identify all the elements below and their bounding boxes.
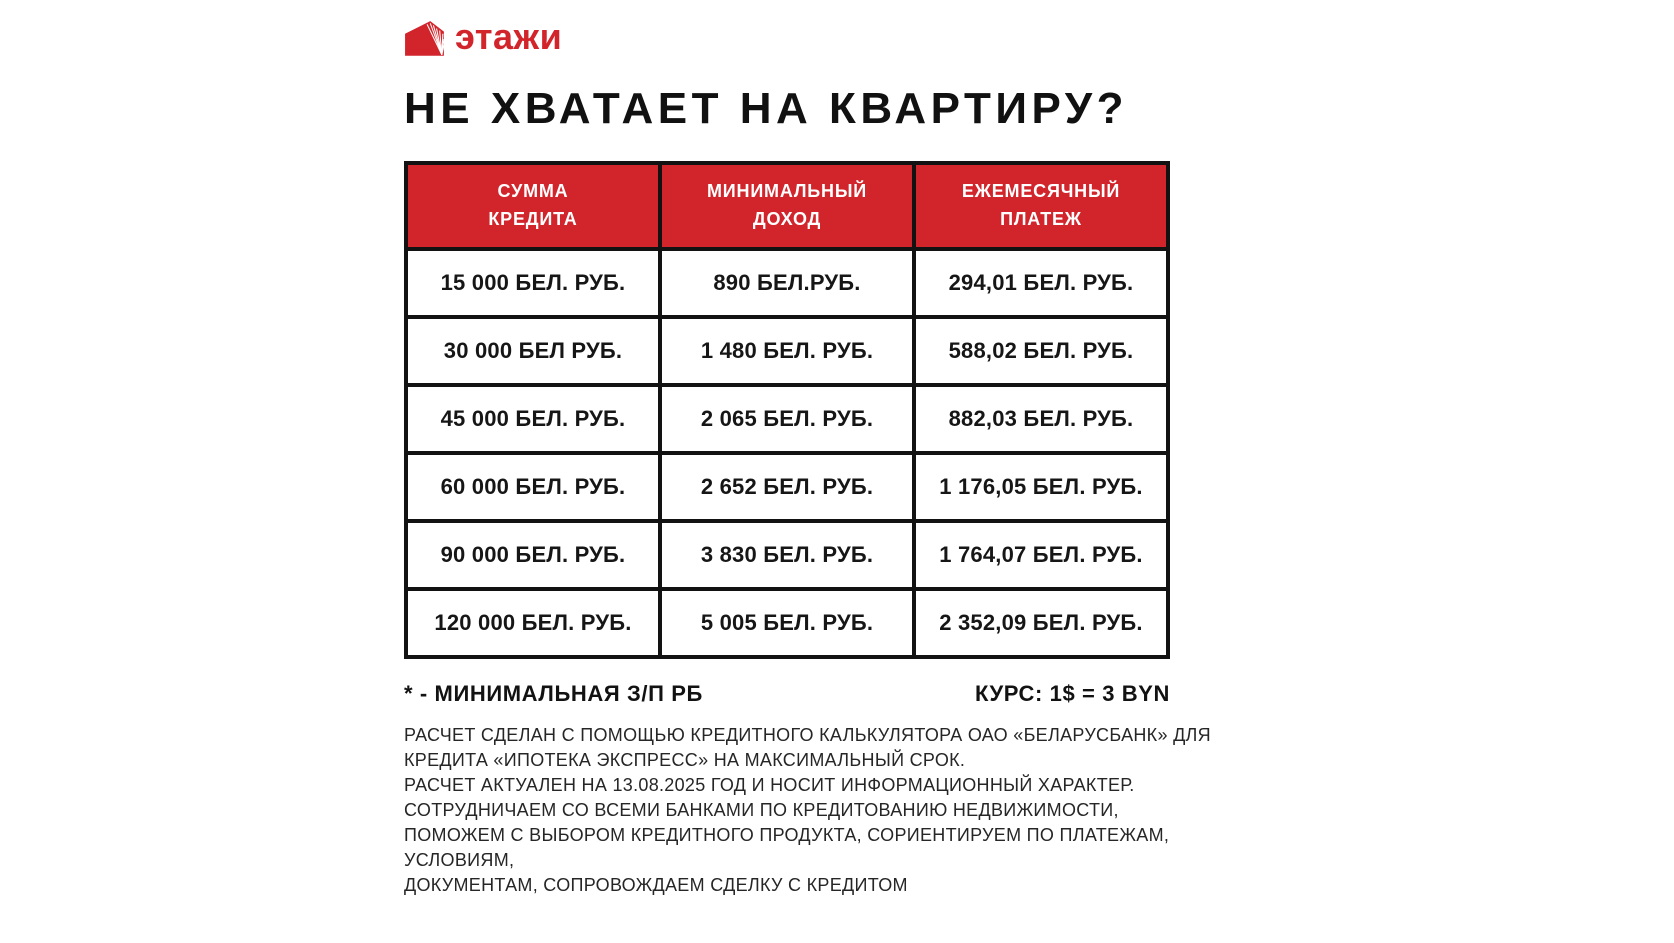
header-line: ПЛАТЕЖ <box>1000 209 1082 229</box>
table-row <box>406 521 1168 589</box>
disclaimer <box>404 723 1211 898</box>
cell-credit-sum: 120 000 БЕЛ. РУБ. <box>406 589 660 657</box>
disclaimer-line: ДОКУМЕНТАМ, СОПРОВОЖДАЕМ СДЕЛКУ С КРЕДИТОМ <box>404 875 908 895</box>
header-cell-min-income <box>660 163 914 249</box>
header-cell-credit-sum <box>406 163 660 249</box>
disclaimer-line: СОТРУДНИЧАЕМ СО ВСЕМИ БАНКАМИ ПО КРЕДИТОВАНИЮ НЕДВИЖИМОСТИ, <box>404 800 1119 820</box>
cell-min-income: 3 830 БЕЛ. РУБ. <box>660 521 914 589</box>
credit-table <box>404 161 1170 659</box>
cell-min-income: 2 065 БЕЛ. РУБ. <box>660 385 914 453</box>
table-row <box>406 249 1168 317</box>
header-line: ЕЖЕМЕСЯЧНЫЙ <box>961 181 1121 202</box>
cell-monthly-payment: 294,01 БЕЛ. РУБ. <box>914 249 1168 317</box>
infographic-content <box>404 16 1211 898</box>
disclaimer-line: КРЕДИТА «ИПОТЕКА ЭКСПРЕСС» НА МАКСИМАЛЬНЫЙ СРОК. <box>404 750 966 770</box>
disclaimer-line: РАСЧЕТ АКТУАЛЕН НА 13.08.2025 ГОД И НОСИТ ИНФОРМАЦИОННЫЙ ХАРАКТЕР. <box>404 775 1135 795</box>
header-cell-monthly-payment <box>914 163 1168 249</box>
cell-credit-sum: 45 000 БЕЛ. РУБ. <box>406 385 660 453</box>
cell-min-income: 1 480 БЕЛ. РУБ. <box>660 317 914 385</box>
cell-monthly-payment: 1 764,07 БЕЛ. РУБ. <box>914 521 1168 589</box>
footnote-min-salary: * - МИНИМАЛЬНАЯ З/П РБ <box>404 681 703 706</box>
table-row <box>406 453 1168 521</box>
brand-name: этажи <box>455 16 563 57</box>
footnote-exchange-rate: КУРС: 1$ = 3 BYN <box>974 681 1170 706</box>
cell-credit-sum: 60 000 БЕЛ. РУБ. <box>406 453 660 521</box>
header-line: ДОХОД <box>752 209 822 229</box>
cell-credit-sum: 30 000 БЕЛ РУБ. <box>406 317 660 385</box>
cell-monthly-payment: 2 352,09 БЕЛ. РУБ. <box>914 589 1168 657</box>
cell-monthly-payment: 882,03 БЕЛ. РУБ. <box>914 385 1168 453</box>
credit-table-body <box>406 249 1168 657</box>
header-line: КРЕДИТА <box>488 209 578 229</box>
cell-min-income: 890 БЕЛ.РУБ. <box>660 249 914 317</box>
disclaimer-line: УСЛОВИЯМ, <box>404 850 515 870</box>
cell-monthly-payment: 588,02 БЕЛ. РУБ. <box>914 317 1168 385</box>
cell-monthly-payment: 1 176,05 БЕЛ. РУБ. <box>914 453 1168 521</box>
disclaimer-line: ПОМОЖЕМ С ВЫБОРОМ КРЕДИТНОГО ПРОДУКТА, СОРИЕНТИРУЕМ ПО ПЛАТЕЖАМ, <box>404 825 1170 845</box>
page-title: НЕ ХВАТАЕТ НА КВАРТИРУ? <box>404 84 1128 133</box>
table-row <box>406 385 1168 453</box>
cell-credit-sum: 90 000 БЕЛ. РУБ. <box>406 521 660 589</box>
cell-min-income: 2 652 БЕЛ. РУБ. <box>660 453 914 521</box>
cell-min-income: 5 005 БЕЛ. РУБ. <box>660 589 914 657</box>
table-header-row <box>406 163 1168 249</box>
etazhi-house-icon <box>404 20 446 58</box>
credit-table-head <box>406 163 1168 249</box>
footnote-row <box>404 681 1170 707</box>
header-line: СУММА <box>497 181 569 202</box>
header-line: МИНИМАЛЬНЫЙ <box>706 181 867 202</box>
disclaimer-line: РАСЧЕТ СДЕЛАН С ПОМОЩЬЮ КРЕДИТНОГО КАЛЬКУЛЯТОРА ОАО «БЕЛАРУСБАНК» ДЛЯ <box>404 725 1211 745</box>
table-row <box>406 317 1168 385</box>
table-row <box>406 589 1168 657</box>
cell-credit-sum: 15 000 БЕЛ. РУБ. <box>406 249 660 317</box>
brand-logo <box>404 18 1170 60</box>
